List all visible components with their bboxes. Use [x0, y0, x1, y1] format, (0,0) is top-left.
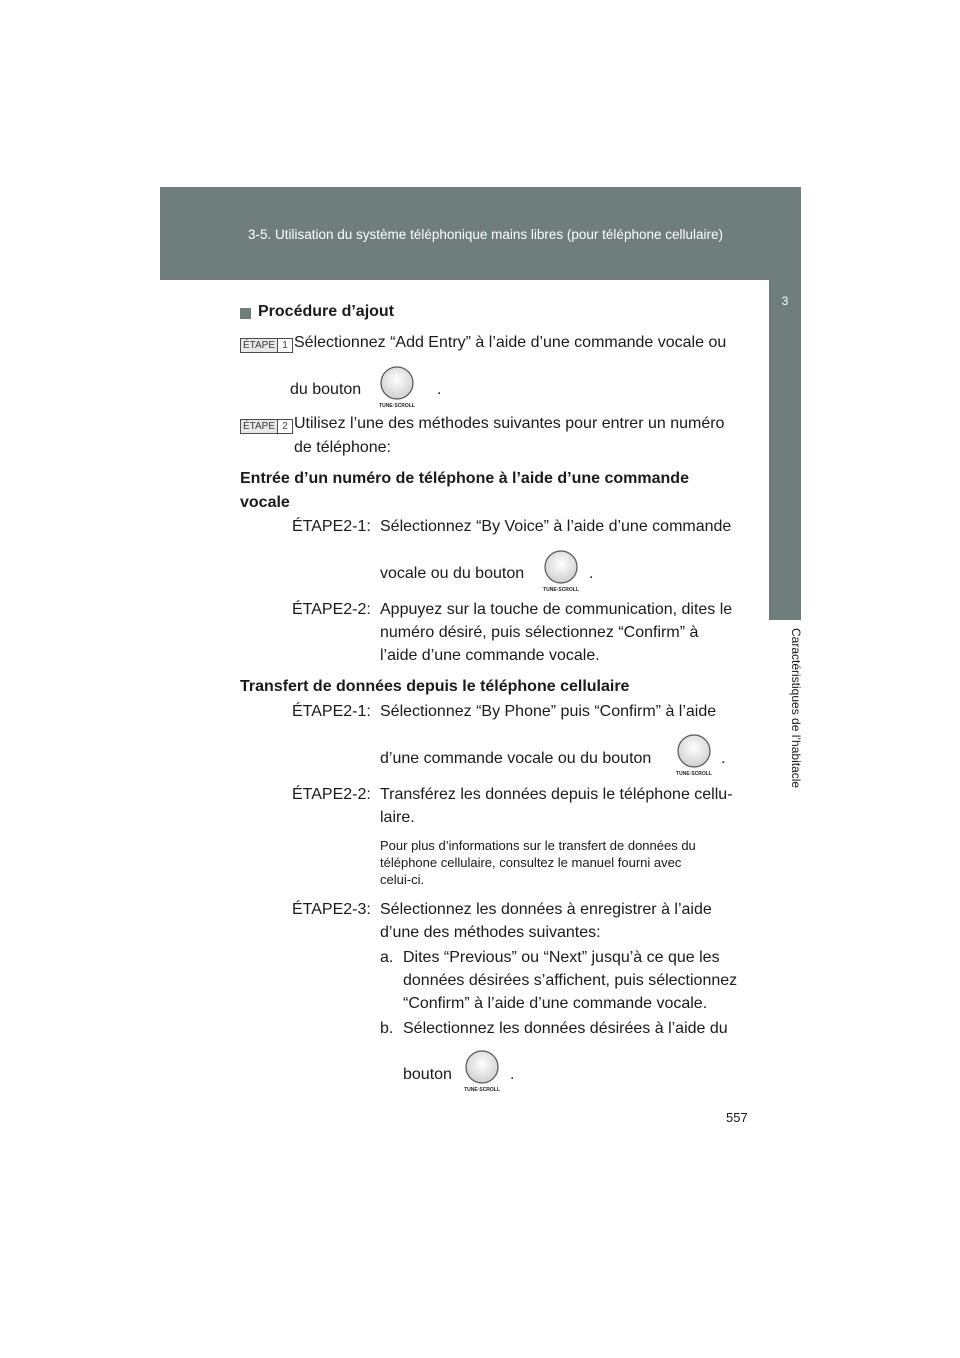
- phone-step1-label: ÉTAPE2-1:: [292, 703, 371, 720]
- knob-label: TUNE·SCROLL: [464, 1087, 500, 1093]
- option-b-line2b: .: [510, 1066, 515, 1083]
- page-number: 557: [726, 1110, 748, 1125]
- voice-step2-label: ÉTAPE2-2:: [292, 601, 371, 618]
- heading: Procédure d’ajout: [258, 303, 395, 320]
- voice-step2-line2: numéro désiré, puis sélectionnez “Confirm” à: [380, 624, 699, 641]
- voice-step2-line3: l’aide d’une commande vocale.: [380, 647, 600, 664]
- phone-step1-line2a: d’une commande vocale ou du bouton: [380, 750, 652, 767]
- option-a-line1: Dites “Previous” ou “Next” jusqu’à ce que les: [403, 949, 720, 966]
- voice-step1-label: ÉTAPE2-1:: [292, 518, 371, 535]
- voice-section-title-line2: vocale: [240, 494, 290, 511]
- knob-label: TUNE·SCROLL: [543, 587, 579, 593]
- step-badge-2: [240, 419, 293, 434]
- step2-line2: de téléphone:: [294, 439, 391, 456]
- phone-note-line1: Pour plus d’informations sur le transfert de données du: [380, 838, 696, 853]
- section-header: 3-5. Utilisation du système téléphonique mains libres (pour téléphone cellulaire): [248, 227, 724, 242]
- step-badge-1: [240, 338, 293, 353]
- option-a-line3: “Confirm” à l’aide d’une commande vocale.: [403, 995, 708, 1012]
- knob-label: TUNE·SCROLL: [676, 771, 712, 777]
- option-b-label: b.: [380, 1020, 394, 1037]
- step-badge-number: 1: [282, 340, 288, 351]
- step-badge-number: 2: [282, 421, 288, 432]
- step1-line1: Sélectionnez “Add Entry” à l’aide d’une commande vocale ou: [294, 334, 727, 351]
- phone-step2-label: ÉTAPE2-2:: [292, 786, 371, 803]
- option-b-line2a: bouton: [403, 1066, 452, 1083]
- phone-section-title: Transfert de données depuis le téléphone cellulaire: [240, 678, 630, 695]
- phone-step3-label: ÉTAPE2-3:: [292, 901, 371, 918]
- option-a-label: a.: [380, 949, 394, 966]
- voice-step1-line2b: .: [589, 565, 594, 582]
- step2-line1: Utilisez l’une des méthodes suivantes pour entrer un numéro: [294, 415, 725, 432]
- square-bullet-icon: [240, 308, 251, 319]
- option-a-line2: données désirées s’affichent, puis sélectionnez: [403, 972, 738, 989]
- voice-section-title-line1: Entrée d’un numéro de téléphone à l’aide d’une commande: [240, 470, 689, 487]
- step1-line2b: .: [437, 381, 442, 398]
- knob-label: TUNE·SCROLL: [379, 403, 415, 409]
- chapter-number: 3: [781, 294, 789, 308]
- voice-step2-line1: Appuyez sur la touche de communication, dites le: [380, 601, 733, 618]
- phone-step3-line1: Sélectionnez les données à enregistrer à l’aide: [380, 901, 712, 918]
- chapter-label: Caractéristiques de l’habitacle: [789, 628, 803, 789]
- tune-scroll-knob-icon: [670, 733, 718, 777]
- tune-scroll-knob-icon: [458, 1049, 506, 1093]
- phone-note-line3: celui-ci.: [380, 872, 425, 887]
- phone-step1-line2b: .: [721, 750, 726, 767]
- phone-step1-line1: Sélectionnez “By Phone” puis “Confirm” à l’aide: [380, 703, 717, 720]
- phone-step3-line2: d’une des méthodes suivantes:: [380, 924, 601, 941]
- tune-scroll-knob-icon: [373, 365, 421, 409]
- step-badge-label: ÉTAPE: [241, 420, 278, 433]
- chapter-tab: [769, 280, 801, 620]
- voice-step1-line2a: vocale ou du bouton: [380, 565, 525, 582]
- phone-step2-line1: Transférez les données depuis le téléphone cellu-: [380, 786, 733, 803]
- step-badge-label: ÉTAPE: [241, 339, 278, 352]
- step1-line2a: du bouton: [290, 381, 362, 398]
- phone-note-line2: téléphone cellulaire, consultez le manuel fourni avec: [380, 855, 682, 870]
- voice-step1-line1: Sélectionnez “By Voice” à l’aide d’une commande: [380, 518, 732, 535]
- phone-step2-line2: laire.: [380, 809, 415, 826]
- option-b-line1: Sélectionnez les données désirées à l’aide du: [403, 1020, 728, 1037]
- tune-scroll-knob-icon: [537, 549, 585, 593]
